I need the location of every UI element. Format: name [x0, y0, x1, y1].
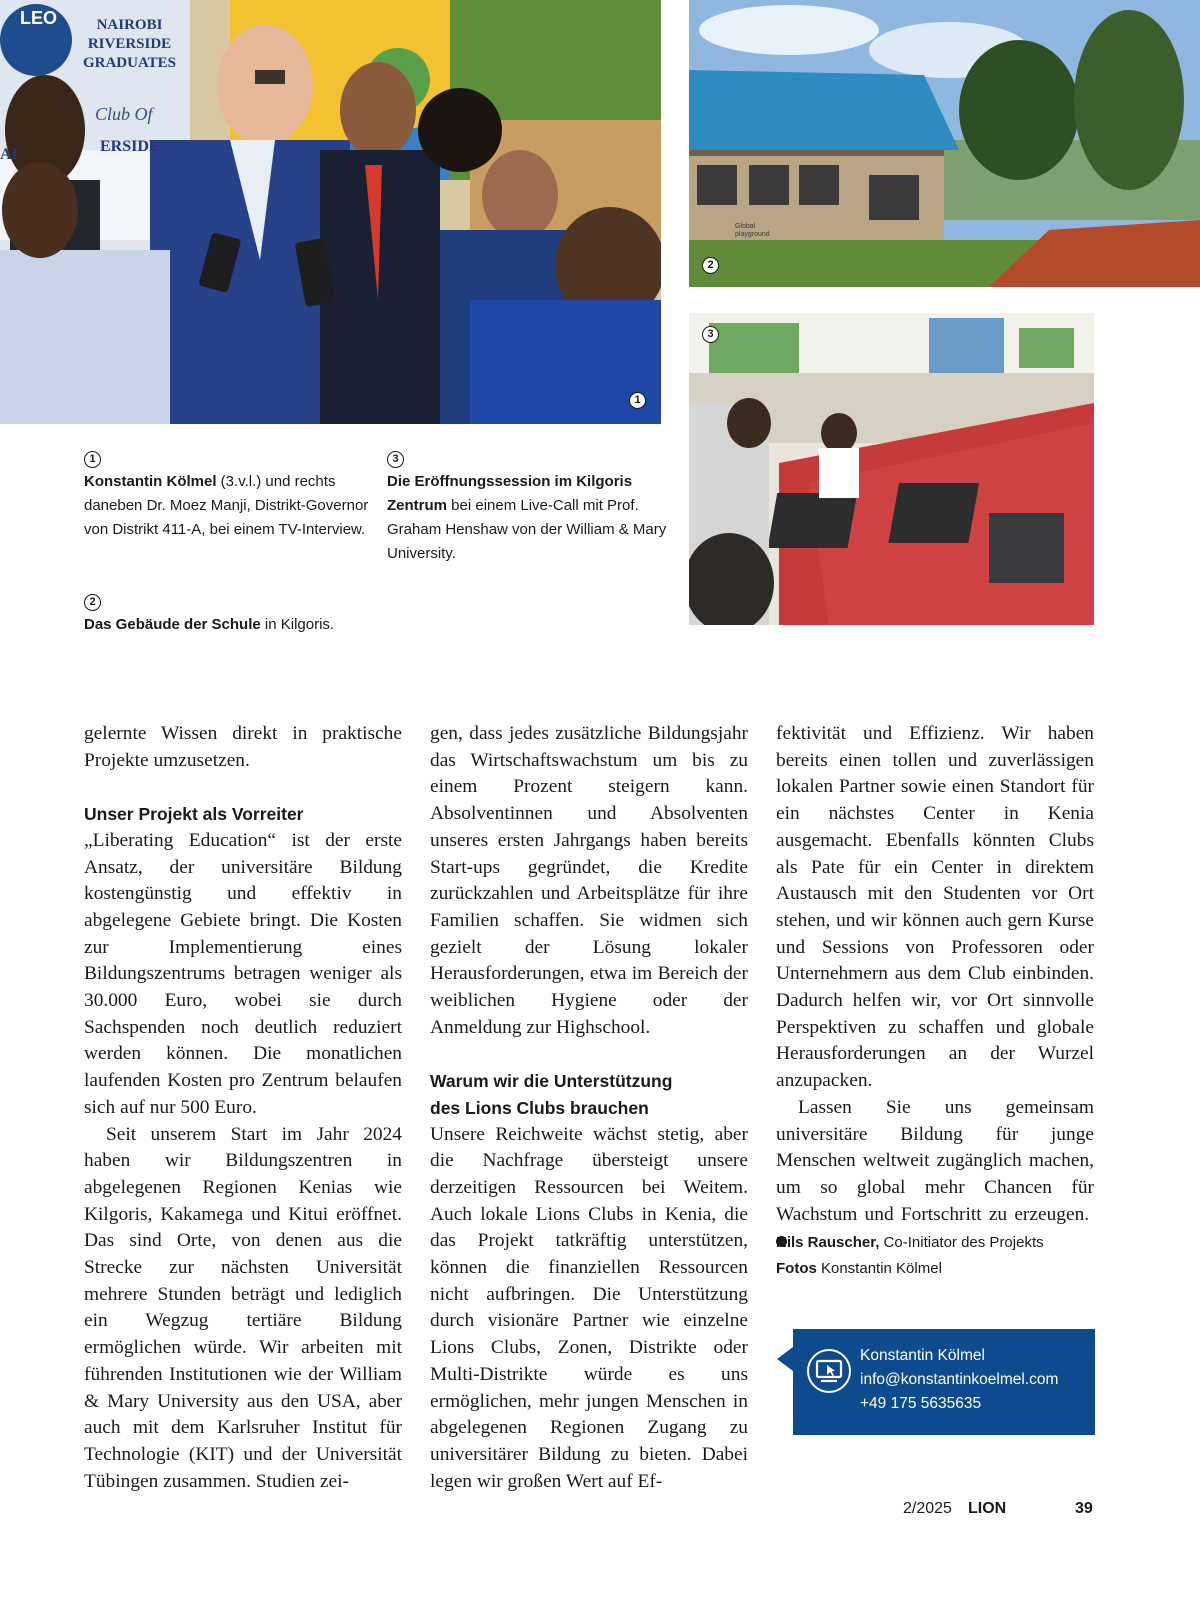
author-name: Nils Rauscher, — [776, 1234, 880, 1251]
caption-text: in Kilgoris. — [260, 616, 335, 633]
leo-logo: LEO — [20, 8, 58, 28]
paragraph-text: Lassen Sie uns gemeinsam universitäre Bildung für junge Menschen weltweit zugänglich machen, um so global mehr Chancen für Wachstum und Fortschritt zu erzeugen. — [776, 1096, 1094, 1225]
caption-number-badge: 2 — [84, 594, 101, 611]
computer-mouse-icon — [807, 1349, 851, 1393]
photo-tv-interview — [0, 0, 661, 424]
section-heading — [430, 1068, 748, 1121]
page-number: 39 — [1075, 1500, 1093, 1517]
caption-bold: Das Gebäude der Schule — [84, 616, 261, 633]
paragraph: Unsere Reichweite wächst stetig, aber die Nachfrage übersteigt unsere derzeitigen Ressourcen bei Weitem. Auch lokale Lions Clubs in Kenia, die das Projekt tatkräftig unterstützen, können die finanziellen Ressourcen nicht aufbringen. Die Unterstützung durch visionäre Partner wie einzelne Lions Clubs, Zonen, Distrikte oder Multi-Distrikte würde es uns ermöglichen, mehr jungen Menschen in abgelegenen Regionen Zugang zu universitärer Bildung zu bieten. Dabei legen wir großen Wert auf Ef- — [430, 1123, 748, 1492]
contact-phone[interactable]: +49 175 5635635 — [860, 1395, 982, 1412]
paragraph: Seit unserem Start im Jahr 2024 haben wir Bildungszentren in abgelegenen Regionen Kenias wie Kilgoris, Kakamega und Kitui eröffnet. Das sind Orte, von denen aus die Strecke zur nächsten Universität mehrere Stunden beträgt und lediglich ein Wegzug tertiäre Bildung ermöglichen würde. Wir arbeiten mit führenden Institutionen wie der William & Mary University aus den USA, aber auch mit dem Karlsruher Institut für Technologie (KIT) und der Universität Tübingen zusammen. Studien zei- — [84, 1123, 402, 1492]
banner-sub1: Club Of — [95, 104, 153, 124]
wall-sign: Global playground — [735, 223, 770, 238]
article-column-2 — [430, 721, 748, 1495]
photo-school-building — [689, 0, 1200, 287]
banner-sub2: ERSIDE — [100, 138, 160, 155]
paragraph: fektivität und Effizienz. Wir haben bereits einen tollen und zuverlässigen lokalen Partner sowie einen Standort für ein nächstes Center in Kenia ausgemacht. Ebenfalls könnten Clubs als Pate für ein Center in direktem Austausch mit den Studenten vor Ort stehen, und wir können auch gern Kurse und Sessions von Professoren oder Unternehmern aus dem Club einbinden. Dadurch helfen wir, vor Ort sinnvolle Perspektiven zu schaffen und globale Herausforderungen an der Wurzel anzupacken. — [776, 723, 1094, 1092]
contact-box-pointer — [777, 1347, 793, 1371]
caption-bold: Die Eröffnungssession im Kilgoris Zentrum — [387, 473, 633, 514]
photos-credit: Konstantin Kölmel — [816, 1260, 942, 1277]
heading-line: Warum wir die Unterstützung — [430, 1071, 673, 1092]
paragraph: „Liberating Education“ ist der erste Ansatz, der universitäre Bildung kostengünstig und effektiv in abgelegene Gebiete bringt. Die Kosten zur Implementierung eines Bildungszentrums betragen weniger als 30.000 Euro, wobei sie durch Sachspenden noch deutlich reduziert werden können. Die monatlichen laufenden Kosten pro Zentrum belaufen sich auf nur 500 Euro. — [84, 829, 402, 1118]
photo-classroom-session — [689, 313, 1094, 625]
photos-label: Fotos — [776, 1260, 817, 1277]
caption-2 — [84, 589, 384, 637]
banner-edge: AI — [0, 146, 18, 163]
heading-line: des Lions Clubs brauchen — [430, 1097, 649, 1118]
caption-1 — [84, 446, 369, 542]
contact-box — [793, 1329, 1095, 1435]
caption-number-badge: 1 — [84, 451, 101, 468]
author-role: Co-Initiator des Projekts — [879, 1234, 1044, 1251]
issue-number: 2/2025 — [903, 1500, 952, 1517]
caption-3 — [387, 446, 672, 566]
photo-number-badge: 1 — [629, 392, 646, 409]
caption-text: bei einem Live-Call mit Prof. Graham Henshaw von der William & Mary University. — [387, 497, 667, 562]
photo-number-badge: 2 — [702, 257, 719, 274]
article-column-3 — [776, 721, 1094, 1255]
photo-number-badge: 3 — [702, 326, 719, 343]
article-column-1 — [84, 721, 402, 1495]
contact-email[interactable]: info@konstantinkoelmel.com — [860, 1371, 1059, 1388]
contact-name: Konstantin Kölmel — [860, 1347, 985, 1364]
banner-text: NAIROBI RIVERSIDE GRADUATES — [82, 17, 177, 71]
paragraph: gelernte Wissen direkt in praktische Projekte umzusetzen. — [84, 723, 402, 771]
article-credits — [776, 1230, 1106, 1282]
caption-number-badge: 3 — [387, 451, 404, 468]
caption-bold: Konstantin Kölmel — [84, 473, 217, 490]
paragraph: gen, dass jedes zusätzliche Bildungsjahr das Wirtschaftswachstum um bis zu einem Prozent steigern kann. Absolventinnen und Absolventen unseres ersten Jahrgangs haben bereits Start-ups gegründet, die Kredite zurückzahlen und Arbeitsplätze für ihre Familien schaffen. Sie widmen sich gezielt der Lösung lokaler Herausforderungen, etwa im Bereich der weiblichen Hygiene oder der Anmeldung zur Highschool. — [430, 723, 748, 1038]
caption-text: (3.v.l.) und rechts daneben Dr. Moez Manji, Distrikt-Governor von Distrikt 411-A, bei einem TV-Interview. — [84, 473, 369, 538]
magazine-name: LION — [968, 1500, 1007, 1517]
section-heading: Unser Projekt als Vorreiter — [84, 804, 304, 825]
